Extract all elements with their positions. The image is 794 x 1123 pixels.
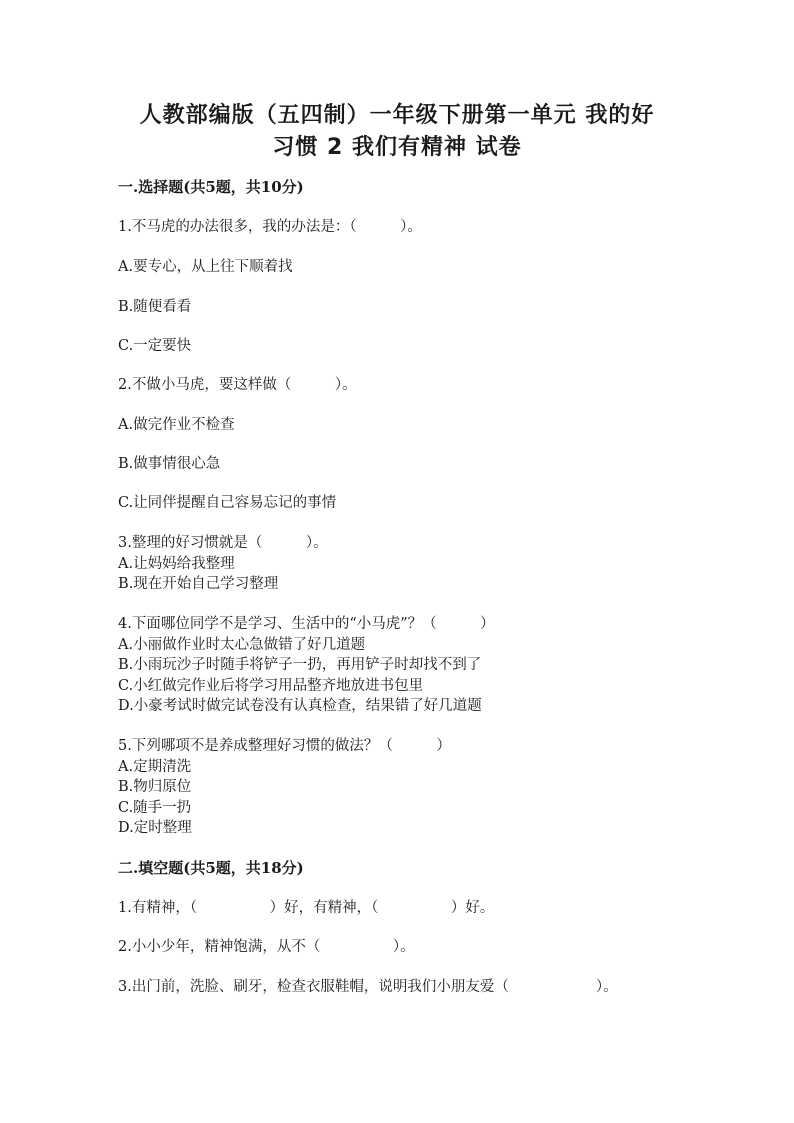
- question-stem: 1.不马虎的办法很多，我的办法是：（ ）。: [118, 219, 422, 235]
- fill-blank-question: 2.小小少年，精神饱满，从不（ ）。: [118, 939, 415, 955]
- question-option: C.随手一扔: [118, 800, 192, 816]
- question-option: B.物归原位: [118, 779, 192, 795]
- exam-title-line-2: 习惯 2 我们有精神 试卷: [272, 135, 522, 160]
- question-option: A.做完作业不检查: [118, 417, 235, 433]
- question-option: A.要专心，从上往下顺着找: [118, 259, 293, 275]
- question-stem: 5.下列哪项不是养成整理好习惯的做法？（ ）: [118, 738, 451, 754]
- question-option: B.现在开始自己学习整理: [118, 576, 279, 592]
- question-option: A.定期清洗: [118, 759, 192, 775]
- section-heading-fill-blank: 二.填空题(共5题，共18分): [118, 859, 304, 877]
- question-option: D.定时整理: [118, 820, 192, 836]
- question-option: B.随便看看: [118, 299, 192, 315]
- exam-title-line-1: 人教部编版（五四制）一年级下册第一单元 我的好: [139, 103, 655, 128]
- question-option: A.让妈妈给我整理: [118, 556, 235, 572]
- question-option: C.一定要快: [118, 338, 192, 354]
- fill-blank-question: 3.出门前，洗脸、刷牙，检查衣服鞋帽，说明我们小朋友爱（ ）。: [118, 979, 618, 995]
- question-option: C.让同伴提醒自己容易忘记的事情: [118, 495, 337, 511]
- question-option: A.小丽做作业时太心急做错了好几道题: [118, 637, 366, 653]
- question-option: D.小豪考试时做完试卷没有认真检查，结果错了好几道题: [118, 698, 482, 714]
- question-stem: 2.不做小马虎，要这样做（ ）。: [118, 377, 357, 393]
- question-option: B.小雨玩沙子时随手将铲子一扔，再用铲子时却找不到了: [118, 657, 482, 673]
- question-option: B.做事情很心急: [118, 456, 221, 472]
- section-heading-choice: 一.选择题(共5题，共10分): [118, 178, 304, 196]
- question-stem: 4.下面哪位同学不是学习、生活中的“小马虎”？（ ）: [118, 616, 495, 632]
- question-stem: 3.整理的好习惯就是（ ）。: [118, 535, 328, 551]
- question-option: C.小红做完作业后将学习用品整齐地放进书包里: [118, 678, 424, 694]
- fill-blank-question: 1.有精神，（ ）好，有精神，（ ）好。: [118, 900, 495, 916]
